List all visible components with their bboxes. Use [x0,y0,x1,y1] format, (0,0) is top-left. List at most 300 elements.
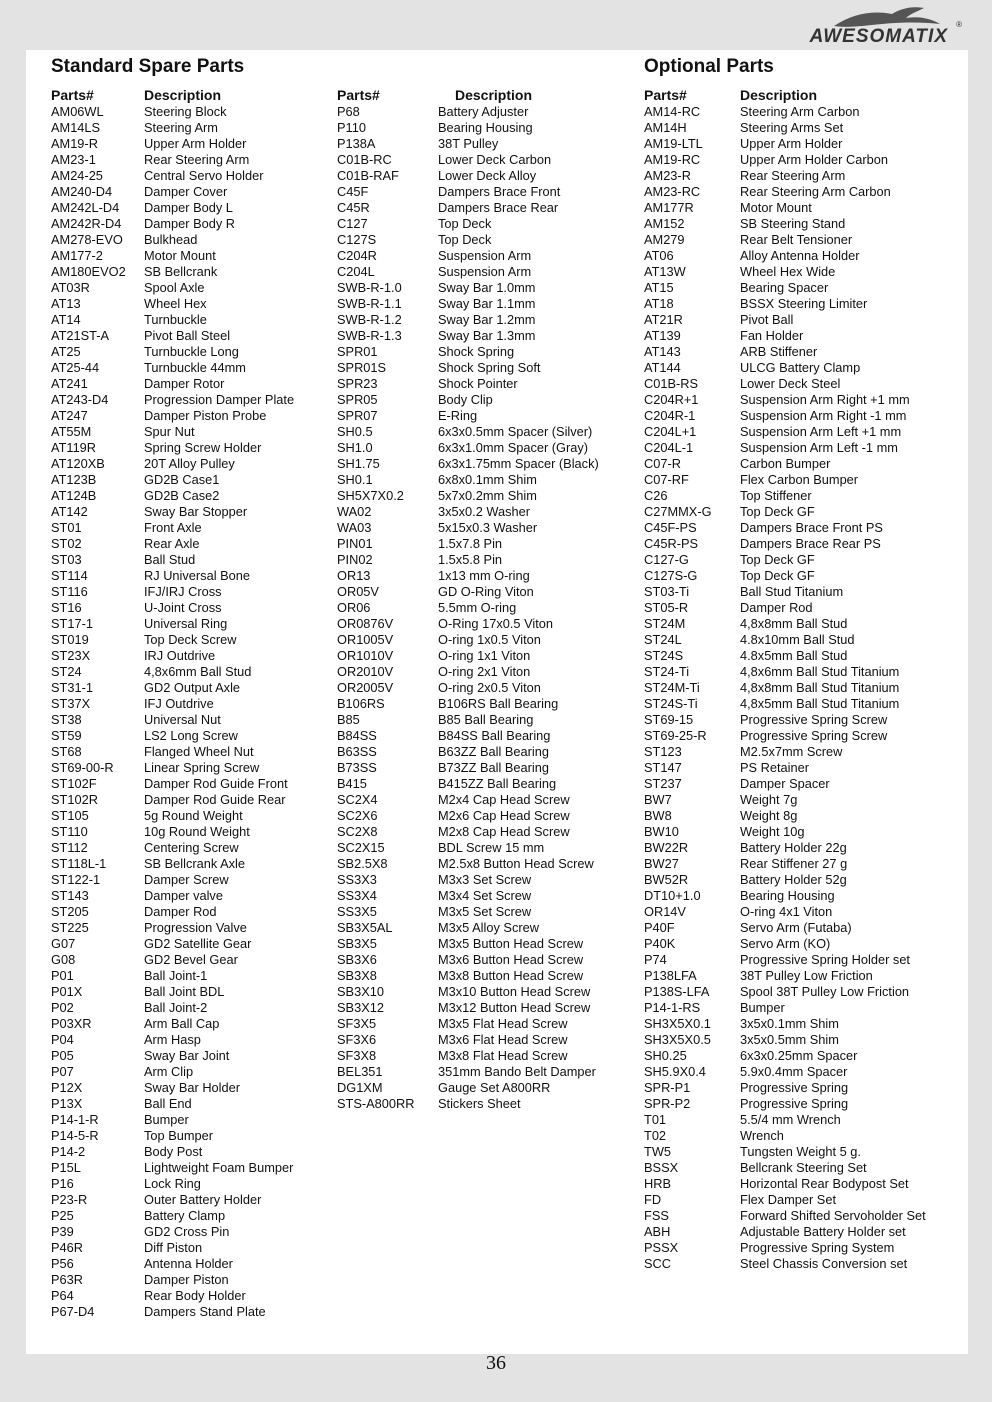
part-row [644,808,926,824]
part-number: AM14-RC [644,104,701,119]
part-number: SH1.75 [337,456,380,471]
part-row [337,520,599,536]
part-number: ST37X [51,696,91,711]
part-row [644,1096,926,1112]
part-number: SH0.25 [644,1048,687,1063]
part-row [51,120,294,136]
part-description: Sway Bar Stopper [144,504,248,519]
part-description: Upper Arm Holder [740,136,843,151]
part-number: BSSX [644,1160,679,1175]
part-number: ST116 [51,584,88,599]
part-description: Servo Arm (Futaba) [740,920,852,935]
part-description: Top Stiffener [740,488,812,503]
part-description: SB Steering Stand [740,216,846,231]
part-number: TW5 [644,1144,672,1159]
part-description: Battery Clamp [144,1208,226,1223]
part-description: Bumper [740,1000,785,1015]
part-description: GD2B Case1 [144,472,220,487]
part-number: ST24L [644,632,682,647]
part-row [337,888,599,904]
part-description: M3x8 Button Head Screw [438,968,584,983]
part-description: 1.5x5.8 Pin [438,552,503,567]
part-description: 38T Pulley [438,136,499,151]
part-description: Battery Adjuster [438,104,529,119]
part-row [644,712,926,728]
part-row [644,872,926,888]
part-description: B84SS Ball Bearing [438,728,551,743]
part-description: 5g Round Weight [144,808,243,823]
part-number: P15L [51,1160,81,1175]
part-number: AM19-RC [644,152,701,167]
part-row [644,984,926,1000]
part-number: SB3X10 [337,984,384,999]
part-number: C01B-RS [644,376,699,391]
part-description: 10g Round Weight [144,824,250,839]
part-description: GD2B Case2 [144,488,220,503]
part-description: 5x15x0.3 Washer [438,520,538,535]
part-number: AT13W [644,264,686,279]
part-row [644,648,926,664]
brand-wordmark: AWESOMATIX [809,26,948,47]
part-row [644,520,926,536]
part-number: SS3X4 [337,888,377,903]
part-description: IRJ Outdrive [144,648,216,663]
part-row [337,488,599,504]
parts-header: Parts# [51,87,94,103]
part-row [337,408,599,424]
part-description: Shock Spring [438,344,515,359]
part-row [51,1128,294,1144]
part-row [644,1160,926,1176]
part-number: AM152 [644,216,685,231]
part-row [51,200,294,216]
part-description: Arm Clip [144,1064,194,1079]
part-description: M3x6 Flat Head Screw [438,1032,568,1047]
part-description: Gauge Set A800RR [438,1080,551,1095]
part-description: IFJ Outdrive [144,696,214,711]
part-row [51,1256,294,1272]
part-row [51,776,294,792]
part-description: M2x4 Cap Head Screw [438,792,570,807]
part-row [337,1032,599,1048]
part-number: T01 [644,1112,667,1127]
part-row [51,1080,294,1096]
part-description: Damper Cover [144,184,228,199]
part-number: ST24S [644,648,684,663]
part-number: ST114 [51,568,88,583]
part-number: P63R [51,1272,84,1287]
part-description: 20T Alloy Pulley [144,456,235,471]
part-row [51,1064,294,1080]
part-number: ST03-Ti [644,584,690,599]
part-row [51,648,294,664]
part-row [51,1144,294,1160]
part-row [51,1304,294,1320]
part-row [644,248,926,264]
part-row [644,600,926,616]
part-number: ST59 [51,728,82,743]
part-row [337,248,599,264]
part-description: Ball End [144,1096,192,1111]
part-number: SC2X6 [337,808,378,823]
part-number: C127-G [644,552,689,567]
part-description: M3x10 Button Head Screw [438,984,591,999]
part-row [337,280,599,296]
part-number: B84SS [337,728,377,743]
part-number: P56 [51,1256,74,1271]
part-description: M3x5 Alloy Screw [438,920,539,935]
part-row [51,536,294,552]
part-number: ST112 [51,840,88,855]
part-description: Turnbuckle [144,312,207,327]
part-description: BDL Screw 15 mm [438,840,545,855]
part-description: 5.5/4 mm Wrench [740,1112,841,1127]
part-description: M3x12 Button Head Screw [438,1000,591,1015]
part-number: ST01 [51,520,82,535]
standard-parts-column-2 [337,86,599,1112]
part-number: P138S-LFA [644,984,710,999]
part-description: Antenna Holder [144,1256,233,1271]
part-row [337,568,599,584]
part-description: Universal Nut [144,712,221,727]
part-number: ST03 [51,552,82,567]
part-description: 6x8x0.1mm Shim [438,472,537,487]
part-description: Linear Spring Screw [144,760,260,775]
part-description: Dampers Brace Rear [438,200,559,215]
part-number: C204L-1 [644,440,694,455]
part-number: ST105 [51,808,89,823]
part-number: FSS [644,1208,669,1223]
part-row [644,968,926,984]
part-description: Steering Arm Carbon [740,104,860,119]
part-description: Dampers Brace Rear PS [740,536,881,551]
part-description: M2.5x8 Button Head Screw [438,856,594,871]
part-number: SS3X3 [337,872,377,887]
part-number: AM23-R [644,168,691,183]
part-description: Alloy Antenna Holder [740,248,860,263]
part-row [644,392,926,408]
part-description: ULCG Battery Clamp [740,360,861,375]
part-row [337,1064,599,1080]
part-row [644,1080,926,1096]
part-row [644,1176,926,1192]
part-description: Rear Belt Tensioner [740,232,853,247]
part-description: Bearing Housing [438,120,533,135]
part-number: SH3X5X0.1 [644,1016,711,1031]
part-description: Steering Arms Set [740,120,844,135]
part-number: P12X [51,1080,83,1095]
part-description: 6x3x1.0mm Spacer (Gray) [438,440,589,455]
standard-parts-title: Standard Spare Parts [51,56,245,77]
part-description: Damper Rod Guide Rear [144,792,286,807]
part-number: P138A [337,136,376,151]
part-row [337,728,599,744]
part-row [51,152,294,168]
part-row [337,168,599,184]
part-number: FD [644,1192,662,1207]
part-number: SPR23 [337,376,378,391]
description-header: Description [740,87,818,103]
part-row [51,712,294,728]
parts-header: Parts# [337,87,380,103]
part-description: M3x5 Button Head Screw [438,936,584,951]
part-row [644,1240,926,1256]
part-description: Servo Arm (KO) [740,936,831,951]
part-number: SH0.5 [337,424,373,439]
part-row [644,312,926,328]
part-row [337,920,599,936]
part-row [51,824,294,840]
part-row [51,600,294,616]
part-description: Flex Carbon Bumper [740,472,859,487]
part-row [51,408,294,424]
part-description: Rear Steering Arm [740,168,846,183]
part-number: SWB-R-1.1 [337,296,402,311]
part-description: Damper Body R [144,216,236,231]
part-description: Progressive Spring Screw [740,712,888,727]
part-description: Battery Holder 52g [740,872,847,887]
part-description: B106RS Ball Bearing [438,696,559,711]
part-description: 4,8x8mm Ball Stud [740,616,848,631]
part-row [337,344,599,360]
part-description: SB Bellcrank [144,264,218,279]
part-number: SC2X8 [337,824,378,839]
part-number: AT119R [51,440,97,455]
part-row [644,1016,926,1032]
part-number: AT142 [51,504,88,519]
part-row [644,904,926,920]
part-row [51,1240,294,1256]
part-description: Damper Rod Guide Front [144,776,288,791]
part-description: 6x3x0.25mm Spacer [740,1048,858,1063]
part-description: Rear Stiffener 27 g [740,856,848,871]
part-row [644,360,926,376]
part-row [51,136,294,152]
part-number: SWB-R-1.0 [337,280,402,295]
part-number: ST23X [51,648,91,663]
part-number: ABH [644,1224,671,1239]
part-number: ST110 [51,824,88,839]
part-row [51,856,294,872]
part-row [51,360,294,376]
part-description: U-Joint Cross [144,600,222,615]
part-number: AM278-EVO [51,232,123,247]
part-number: PSSX [644,1240,679,1255]
part-row [51,232,294,248]
part-description: Damper Piston [144,1272,229,1287]
part-number: AM242L-D4 [51,200,120,215]
part-description: Forward Shifted Servoholder Set [740,1208,926,1223]
part-row [644,1144,926,1160]
part-row [337,856,599,872]
column-header [51,86,294,104]
part-number: AM23-RC [644,184,701,199]
part-description: Top Deck GF [740,504,815,519]
part-row [51,1112,294,1128]
part-row [51,472,294,488]
part-number: ST17-1 [51,616,93,631]
part-number: SH5X7X0.2 [337,488,404,503]
part-number: AT55M [51,424,92,439]
part-row [51,792,294,808]
part-row [644,536,926,552]
part-number: ST24S-Ti [644,696,698,711]
part-number: C127S-G [644,568,698,583]
part-row [337,1016,599,1032]
part-description: Motor Mount [144,248,216,263]
part-row [644,728,926,744]
part-description: Sway Bar 1.1mm [438,296,536,311]
optional-parts-title: Optional Parts [644,56,774,77]
part-row [51,440,294,456]
part-number: AM06WL [51,104,104,119]
part-number: DT10+1.0 [644,888,701,903]
part-description: M3x3 Set Screw [438,872,532,887]
part-number: AT25-44 [51,360,100,375]
part-number: P68 [337,104,360,119]
part-number: ST24-Ti [644,664,690,679]
part-description: Suspension Arm Right +1 mm [740,392,910,407]
part-row [644,232,926,248]
part-row [337,552,599,568]
part-row [51,216,294,232]
part-row [51,264,294,280]
part-row [644,840,926,856]
part-description: GD2 Satellite Gear [144,936,252,951]
part-row [51,504,294,520]
part-row [644,424,926,440]
part-row [51,760,294,776]
column-header [644,86,926,104]
part-description: Rear Axle [144,536,200,551]
part-description: 5.5mm O-ring [438,600,517,615]
part-description: 38T Pulley Low Friction [740,968,873,983]
part-description: Progressive Spring [740,1096,849,1111]
part-description: B63ZZ Ball Bearing [438,744,549,759]
part-description: Sway Bar Joint [144,1048,230,1063]
part-number: OR2005V [337,680,394,695]
part-row [51,552,294,568]
part-description: Suspension Arm [438,264,532,279]
part-number: AM242R-D4 [51,216,122,231]
part-description: Sway Bar 1.2mm [438,312,536,327]
part-number: ST24 [51,664,82,679]
part-description: ARB Stiffener [740,344,818,359]
part-row [644,504,926,520]
part-row [644,104,926,120]
part-description: Horizontal Rear Bodypost Set [740,1176,909,1191]
part-number: SS3X5 [337,904,377,919]
part-description: O-ring 1x0.5 Viton [438,632,541,647]
part-description: Rear Steering Arm Carbon [740,184,891,199]
part-row [337,760,599,776]
column-header [337,86,599,104]
part-row [337,776,599,792]
part-row [51,920,294,936]
part-description: Body Clip [438,392,493,407]
standard-parts-column-1 [51,86,294,1320]
part-number: PIN01 [337,536,373,551]
part-number: C27MMX-G [644,504,712,519]
part-description: Shock Pointer [438,376,518,391]
part-number: C26 [644,488,668,503]
part-description: Front Axle [144,520,202,535]
part-description: O-Ring 17x0.5 Viton [438,616,554,631]
part-number: P03XR [51,1016,92,1031]
part-number: B415 [337,776,367,791]
part-number: P39 [51,1224,74,1239]
part-number: SPR01S [337,360,387,375]
part-description: Spring Screw Holder [144,440,262,455]
part-number: C45F [337,184,369,199]
part-number: ST69-15 [644,712,694,727]
part-row [337,296,599,312]
part-description: Damper Rod [144,904,217,919]
part-number: AM177R [644,200,694,215]
part-row [51,680,294,696]
part-row [51,312,294,328]
part-row [644,280,926,296]
part-description: Top Bumper [144,1128,213,1143]
part-number: BW10 [644,824,679,839]
part-row [51,344,294,360]
part-number: SPR07 [337,408,378,423]
part-row [51,872,294,888]
part-row [51,584,294,600]
part-description: Progressive Spring Holder set [740,952,910,967]
part-description: Bearing Spacer [740,280,829,295]
part-row [644,936,926,952]
part-description: Universal Ring [144,616,228,631]
part-description: 3x5x0.2 Washer [438,504,530,519]
part-row [51,840,294,856]
part-description: Flanged Wheel Nut [144,744,254,759]
part-number: PIN02 [337,552,373,567]
part-row [51,488,294,504]
part-number: OR14V [644,904,686,919]
part-number: P25 [51,1208,74,1223]
part-description: M2.5x7mm Screw [740,744,843,759]
part-row [51,104,294,120]
description-header: Description [144,87,222,103]
bird-logo-icon [832,6,942,28]
part-row [337,952,599,968]
part-description: 3x5x0.5mm Shim [740,1032,839,1047]
part-row [337,968,599,984]
part-description: Lower Deck Carbon [438,152,552,167]
part-description: M2x8 Cap Head Screw [438,824,570,839]
part-description: Ball Joint-2 [144,1000,208,1015]
part-row [337,616,599,632]
part-number: P74 [644,952,667,967]
part-description: Pivot Ball Steel [144,328,231,343]
part-description: M2x6 Cap Head Screw [438,808,570,823]
part-description: Progressive Spring System [740,1240,895,1255]
part-number: C01B-RAF [337,168,399,183]
part-row [337,1080,599,1096]
part-number: BW52R [644,872,689,887]
part-description: GD2 Bevel Gear [144,952,238,967]
part-row [644,344,926,360]
part-row [644,168,926,184]
part-description: SB Bellcrank Axle [144,856,246,871]
part-number: SCC [644,1256,672,1271]
part-row [337,440,599,456]
part-row [644,296,926,312]
part-row [51,376,294,392]
part-number: C45R [337,200,370,215]
part-row [337,456,599,472]
